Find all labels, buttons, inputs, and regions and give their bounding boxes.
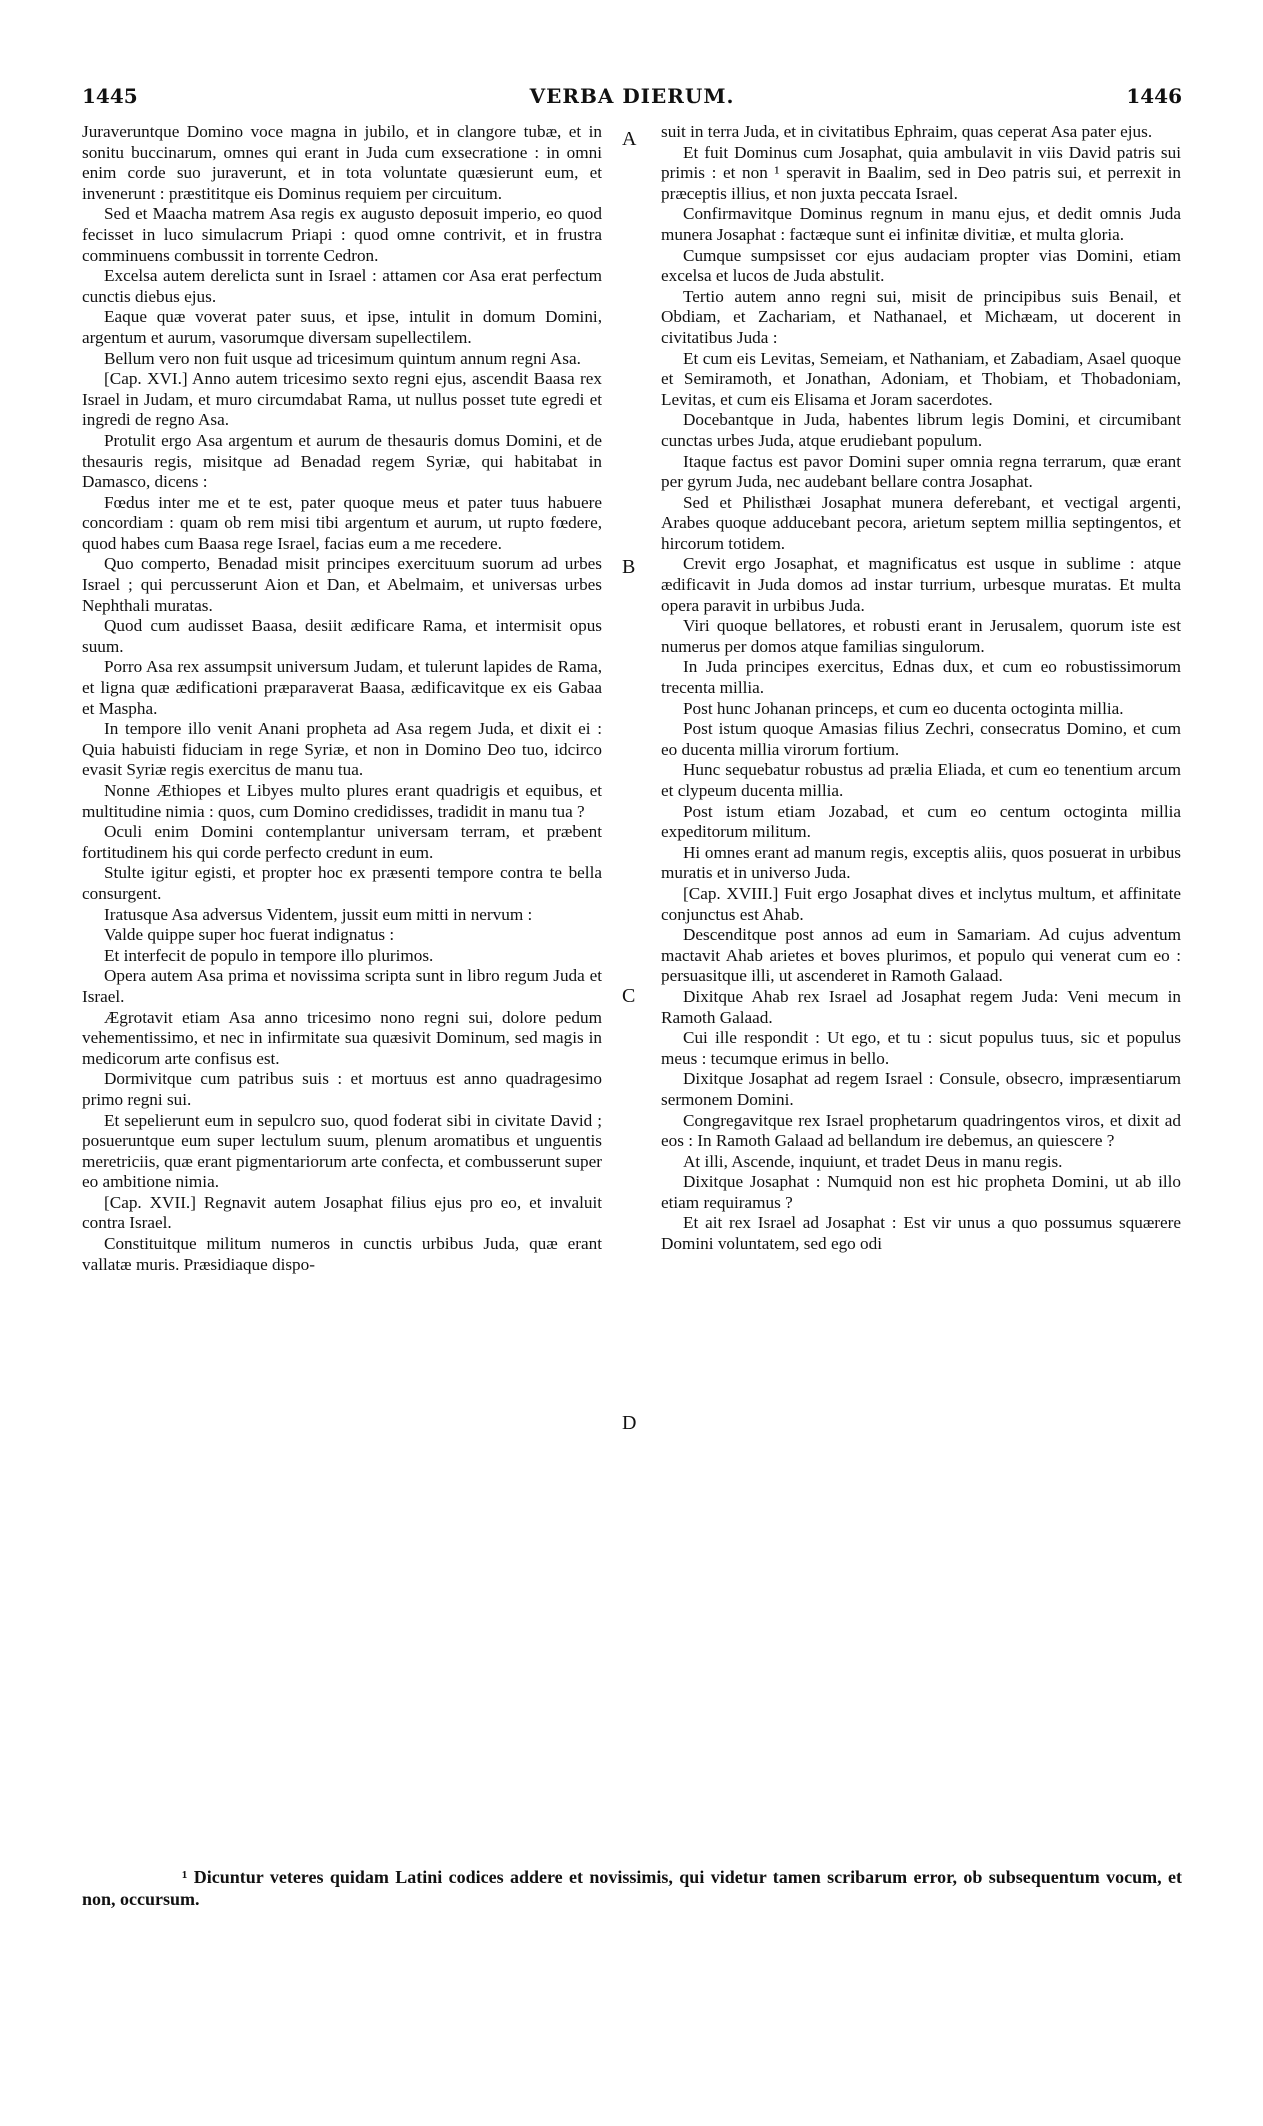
paragraph: Oculi enim Domini contemplantur universam terram, et præbent fortitudinem his qui corde perfecto credunt in eum. (82, 822, 602, 862)
paragraph: Dixitque Josaphat ad regem Israel : Consule, obsecro, impræsentiarum sermonem Domini. (661, 1069, 1181, 1109)
paragraph: Descenditque post annos ad eum in Samariam. Ad cujus adventum mactavit Ahab arietes et boves plurimos, et populo qui venerat cum eo : persuasitque illi, ut ascenderet in Ramoth Galaad. (661, 925, 1181, 986)
paragraph: Cumque sumpsisset cor ejus audaciam propter vias Domini, etiam excelsa et lucos de Juda abstulit. (661, 245, 1181, 286)
paragraph: Et fuit Dominus cum Josaphat, quia ambulavit in viis David patris sui primis : et non ¹ speravit in Baalim, sed in Deo patris sui, et perrexit in præceptis illius, et non juxta peccata Israel. (661, 142, 1181, 203)
margin-letter-c: C (622, 985, 636, 1007)
paragraph: Dixitque Josaphat : Numquid non est hic propheta Domini, ut ab illo etiam requiramus ? (661, 1172, 1181, 1212)
paragraph: Dixitque Ahab rex Israel ad Josaphat regem Juda: Veni mecum in Ramoth Galaad. (661, 986, 1181, 1027)
paragraph: Juraveruntque Domino voce magna in jubilo, et in clangore tubæ, et in sonitu buccinarum, omnes qui erant in Juda cum exsecratione : in omni enim corde suo juraverunt, et in tota voluntate quæsierunt eum, et invenerunt : præstititque eis Dominus requiem per circuitum. (82, 122, 602, 203)
paragraph: Post istum quoque Amasias filius Zechri, consecratus Domino, et cum eo ducenta millia virorum fortium. (661, 719, 1181, 759)
paragraph: Et sepelierunt eum in sepulcro suo, quod foderat sibi in civitate David ; posueruntque eum super lectulum suum, plenum aromatibus et unguentis meretriciis, quæ erant pigmentariorum arte confecta, et combusserunt super eo ambitione nimia. (82, 1110, 602, 1192)
paragraph: Opera autem Asa prima et novissima scripta sunt in libro regum Juda et Israel. (82, 966, 602, 1006)
right-column (661, 122, 1181, 1742)
paragraph: Protulit ergo Asa argentum et aurum de thesauris domus Domini, et de thesauris regis, misitque ad Benadad regem Syriæ, qui habitabat in Damasco, dicens : (82, 430, 602, 492)
paragraph: Bellum vero non fuit usque ad tricesimum quintum annum regni Asa. (104, 348, 581, 368)
paragraph: Tertio autem anno regni sui, misit de principibus suis Benail, et Obdiam, et Zachariam, et Nathanael, et Michæam, ut docerent in civitatibus Juda : (661, 286, 1181, 347)
running-header (82, 84, 1182, 114)
paragraph: Viri quoque bellatores, et robusti erant in Jerusalem, quorum iste est numerus per domos atque familias singulorum. (661, 616, 1181, 656)
paragraph: Crevit ergo Josaphat, et magnificatus est usque in sublime : atque ædificavit in Juda domos ad instar turrium, urbesque muratas. Et multa opera paravit in urbibus Juda. (661, 554, 1181, 615)
paragraph: Et cum eis Levitas, Semeiam, et Nathaniam, et Zabadiam, Asael quoque et Semiramoth, et Jonathan, Adoniam, et Thobiam, et Thobadoniam, Levitas, et cum eis Elisama et Joram sacerdotes. (661, 348, 1181, 409)
paragraph: Dormivitque cum patribus suis : et mortuus est anno quadragesimo primo regni sui. (82, 1069, 602, 1109)
page-number-right: 1446 (1126, 84, 1182, 108)
paragraph: [Cap. XVI.] Anno autem tricesimo sexto regni ejus, ascendit Baasa rex Israel in Judam, et muro circumdabat Rama, ut nullus posset tute egredi et ingredi de regno Asa. (82, 369, 602, 430)
page-number-left: 1445 (82, 84, 138, 108)
paragraph: Hi omnes erant ad manum regis, exceptis aliis, quos posuerat in urbibus muratis et in universo Juda. (661, 842, 1181, 883)
footnote: ¹ Dicuntur veteres quidam Latini codices addere et novissimis, qui videtur tamen scribarum error, ob subsequentum vocum, et non, occursum. (82, 1867, 1182, 1909)
margin-letter-b: B (622, 556, 636, 578)
paragraph: In Juda principes exercitus, Ednas dux, et cum eo robustissimorum trecenta millia. (661, 657, 1181, 698)
paragraph: Post hunc Johanan princeps, et cum eo ducenta octoginta millia. (683, 698, 1124, 718)
paragraph: Fœdus inter me et te est, pater quoque meus et pater tuus habuere concordiam : quam ob rem misi tibi argentum et aurum, ut rupto fœdere, quod habes cum Baasa rege Israel, facias eum a me recedere. (82, 492, 602, 553)
paragraph: Iratusque Asa adversus Videntem, jussit eum mitti in nervum : (104, 904, 533, 924)
paragraph: Hunc sequebatur robustus ad prælia Eliada, et cum eo tenentium arcum et clypeum ducenta millia. (661, 760, 1181, 800)
paragraph: Eaque quæ voverat pater suus, et ipse, intulit in domum Domini, argentum et aurum, vasorumque diversam supellectilem. (82, 307, 602, 347)
paragraph: Sed et Philisthæi Josaphat munera deferebant, et vectigal argenti, Arabes quoque adducebant pecora, arietum septem millia septingentos, et hircorum totidem. (661, 492, 1181, 553)
left-column (82, 122, 602, 1742)
paragraph: Quo comperto, Benadad misit principes exercituum suorum ad urbes Israel ; qui percusserunt Aion et Dan, et Abelmaim, et universas urbes Nephthali muratas. (82, 554, 602, 615)
paragraph: Sed et Maacha matrem Asa regis ex augusto deposuit imperio, eo quod fecisset in luco simulacrum Priapi : quod omne contrivit, et in frustra comminuens combussit in torrente Cedron. (82, 204, 602, 265)
paragraph: suit in terra Juda, et in civitatibus Ephraim, quas ceperat Asa pater ejus. (661, 122, 1153, 141)
paragraph: Confirmavitque Dominus regnum in manu ejus, et dedit omnis Juda munera Josaphat : factæque sunt ei infinitæ divitiæ, et multa gloria. (661, 204, 1181, 244)
paragraph: In tempore illo venit Anani propheta ad Asa regem Juda, et dixit ei : Quia habuisti fiduciam in rege Syriæ, et non in Domino Deo tuo, idcirco evasit Syriæ regis exercitus de manu tua. (82, 719, 602, 780)
paragraph: Excelsa autem derelicta sunt in Israel : attamen cor Asa erat perfectum cunctis diebus ejus. (82, 266, 602, 306)
paragraph: Itaque factus est pavor Domini super omnia regna terrarum, quæ erant per gyrum Juda, nec audebant bellare contra Josaphat. (661, 451, 1181, 492)
paragraph: Constituitque militum numeros in cunctis urbibus Juda, quæ erant vallatæ muris. Præsidiaque dispo- (82, 1234, 602, 1274)
paragraph: Valde quippe super hoc fuerat indignatus : (104, 925, 395, 945)
paragraph: [Cap. XVII.] Regnavit autem Josaphat filius ejus pro eo, et invaluit contra Israel. (82, 1192, 602, 1233)
running-title: VERBA DIERUM. (529, 84, 735, 108)
paragraph: Et ait rex Israel ad Josaphat : Est vir unus a quo possumus squærere Domini voluntatem, sed ego odi (661, 1213, 1181, 1254)
paragraph: Porro Asa rex assumpsit universum Judam, et tulerunt lapides de Rama, et ligna quæ ædificationi præparaverat Baasa, ædificavitque ex eis Gabaa et Maspha. (82, 657, 602, 718)
paragraph: Et interfecit de populo in tempore illo plurimos. (104, 945, 434, 965)
paragraph: Post istum etiam Jozabad, et cum eo centum octoginta millia expeditorum militum. (661, 801, 1181, 842)
paragraph: Stulte igitur egisti, et propter hoc ex præsenti tempore contra te bella consurgent. (82, 863, 602, 903)
paragraph: [Cap. XVIII.] Fuit ergo Josaphat dives et inclytus multum, et affinitate conjunctus est Ahab. (661, 883, 1181, 924)
paragraph: Docebantque in Juda, habentes librum legis Domini, et circumibant cunctas urbes Juda, atque erudiebant populum. (661, 410, 1181, 450)
margin-letter-a: A (622, 128, 637, 150)
paragraph: At illi, Ascende, inquiunt, et tradet Deus in manu regis. (683, 1151, 1063, 1171)
paragraph: Cui ille respondit : Ut ego, et tu : sicut populus tuus, sic et populus meus : tecumque erimus in bello. (661, 1028, 1181, 1068)
paragraph: Ægrotavit etiam Asa anno tricesimo nono regni sui, dolore pedum vehementissimo, et nec in infirmitate sua quæsivit Dominum, sed magis in medicorum arte confisus est. (82, 1007, 602, 1068)
paragraph: Nonne Æthiopes et Libyes multo plures erant quadrigis et equibus, et multitudine nimia : quos, cum Domino credidisses, tradidit in manu tua ? (82, 781, 602, 821)
margin-letter-d: D (622, 1412, 637, 1434)
paragraph: Quod cum audisset Baasa, desiit ædificare Rama, et intermisit opus suum. (82, 616, 602, 656)
paragraph: Congregavitque rex Israel prophetarum quadringentos viros, et dixit ad eos : In Ramoth Galaad ad bellandum ire debemus, an quiescere ? (661, 1110, 1181, 1151)
